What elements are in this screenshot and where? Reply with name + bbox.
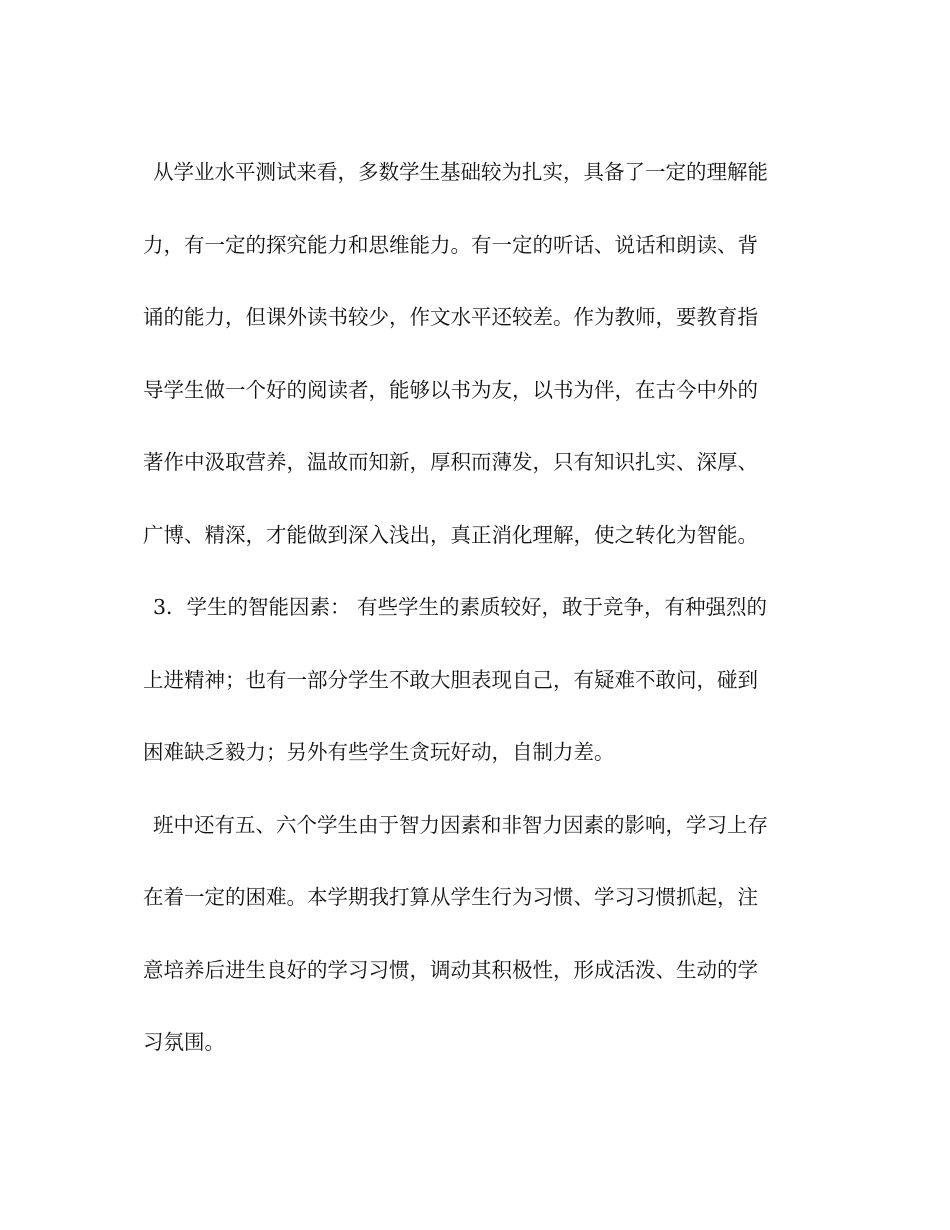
- paragraph-line: 诵的能力，但课外读书较少，作文水平还较差。作为教师，要教育指: [143, 305, 758, 329]
- paragraph-line: 班中还有五、六个学生由于智力因素和非智力因素的影响，学习上存: [153, 812, 768, 837]
- paragraph-line: 意培养后进生良好的学习习惯，调动其积极性，形成活泼、生动的学: [143, 957, 758, 982]
- paragraph-line: 上进精神；也有一部分学生不敢大胆表现自己，有疑难不敢问，碰到: [143, 667, 758, 692]
- paragraph-line: 在着一定的困难。本学期我打算从学生行为习惯、学习习惯抓起，注: [143, 885, 758, 909]
- paragraph-line: 3．学生的智能因素： 有些学生的素质较好，敢于竞争，有种强烈的: [153, 595, 768, 619]
- paragraph-line: 广博、精深，才能做到深入浅出，真正消化理解，使之转化为智能。: [143, 522, 758, 547]
- paragraph-line: 导学生做一个好的阅读者，能够以书为友，以书为伴，在古今中外的: [143, 377, 758, 402]
- paragraph-line: 力，有一定的探究能力和思维能力。有一定的听话、说话和朗读、背: [143, 232, 758, 257]
- paragraph-line: 从学业水平测试来看，多数学生基础较为扎实，具备了一定的理解能: [153, 160, 768, 184]
- paragraph-line: 困难缺乏毅力；另外有些学生贪玩好动，自制力差。: [143, 740, 615, 764]
- paragraph-line: 习氛围。: [143, 1030, 225, 1054]
- paragraph-line: 著作中汲取营养，温故而知新，厚积而薄发，只有知识扎实、深厚、: [143, 450, 758, 474]
- document-body: [143, 136, 823, 1079]
